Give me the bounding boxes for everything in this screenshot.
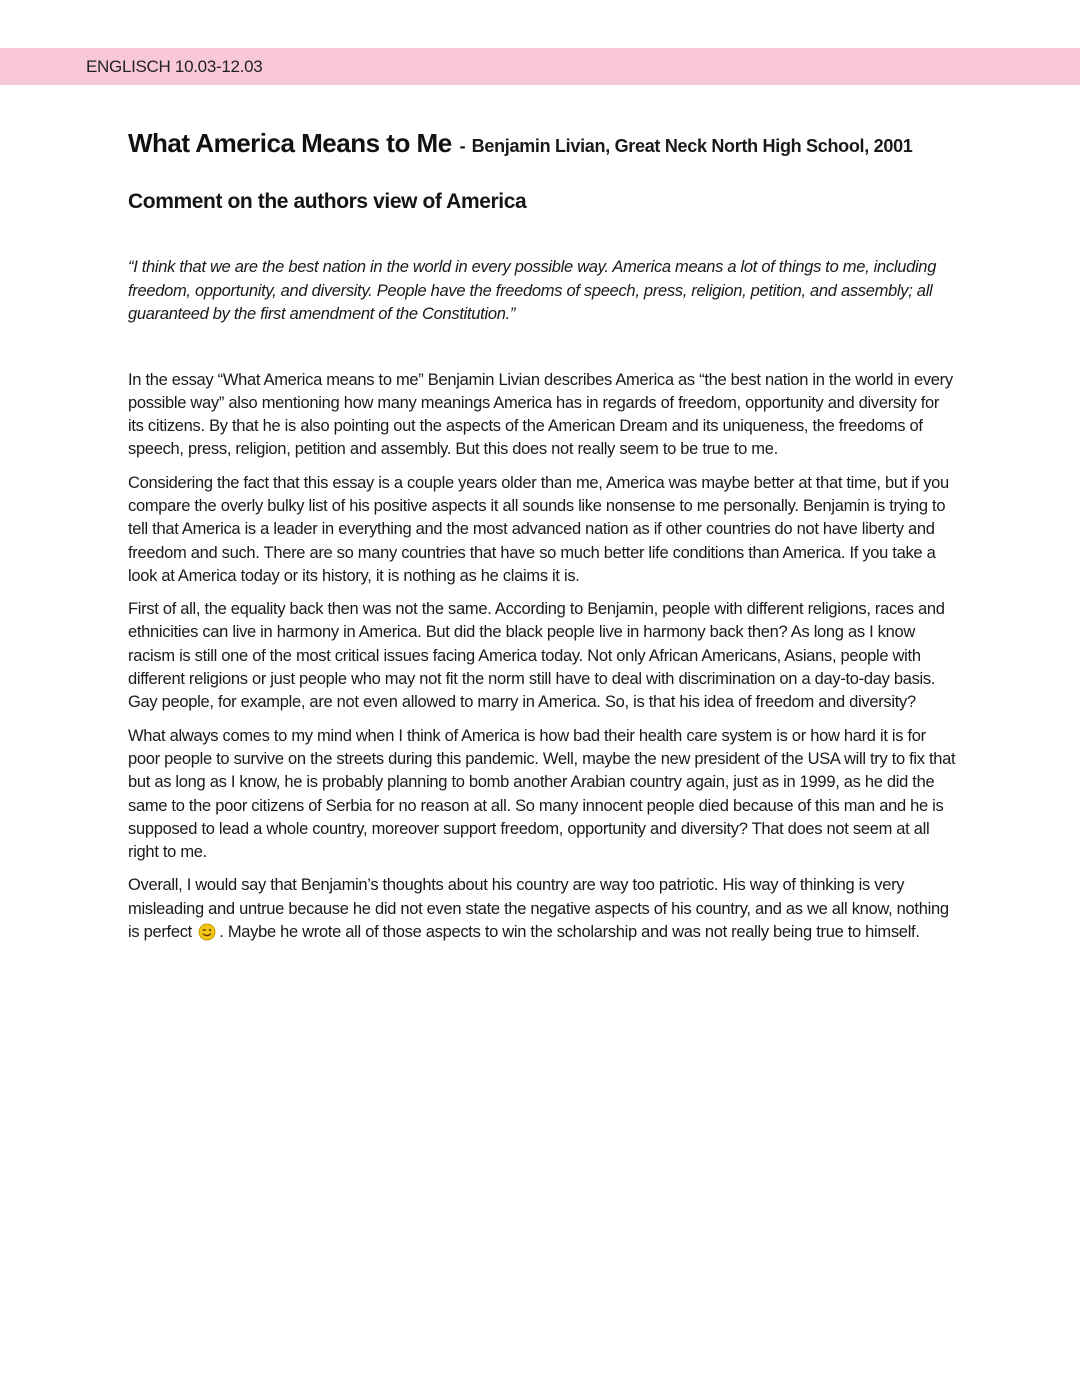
paragraph-5 [128,874,958,948]
title-separator: - [459,136,466,156]
header-band [0,48,1080,85]
assignment-question: Comment on the authors view of America [128,190,527,213]
essay-title: What America Means to Me [128,128,452,158]
paragraph-5-text-end: . Maybe he wrote all of those aspects to win the scholarship and was not really being true to himself. [219,923,920,942]
paragraph-2: Considering the fact that this essay is a couple years older than me, America was maybe better at that time, but if you compare the overly bulky list of his positive aspects it all sounds like nonsense to me personally. Benjamin is trying to tell that America is a leader in everything and the most advanced nation as if other countries do not have liberty and freedom and such. There are so many countries that have so much better life conditions than America. If you take a look at America today or its history, it is nothing as he claims it is. [128,473,949,585]
response-paragraphs [128,369,958,949]
paragraph-3: First of all, the equality back then was not the same. According to Benjamin, people with different religions, races and ethnicities can live in harmony in America. But did the black people live in harmony back then? As long as I know racism is still one of the most critical issues facing America today. Not only African Americans, Asians, people with different religions or just people who may not fit the norm still have to deal with discrimination on a day-to-day basis. Gay people, for example, are not even allowed to marry in America. So, is that his idea of freedom and diversity? [128,600,945,712]
essay-quote: “I think that we are the best nation in the world in every possible way. America means a lot of things to me, including freedom, opportunity, and diversity. People have the freedoms of speech, press, religion, petition, and assembly; all guaranteed by the first amendment of the Constitution.” [128,258,937,323]
paragraph-1: In the essay “What America means to me” Benjamin Livian describes America as “the best nation in the world in every possible way” also mentioning how many meanings America has in regards of freedom, opportunity and diversity for its citizens. By that he is also pointing out the aspects of the American Dream and its uniqueness, the freedoms of speech, press, religion, petition and assembly. But this does not really seem to be true to me. [128,370,953,459]
paragraph-5-text-start: Overall, I would say that Benjamin’s thoughts about his country are way too patriotic. His way of thinking is very misleading and untrue because he did not even state the negative aspects of his country, and as we all know, nothing is perfect [128,876,949,942]
essay-source: Benjamin Livian, Great Neck North High School, 2001 [471,136,913,156]
header-label: ENGLISCH 10.03-12.03 [86,57,263,76]
winking-smiley-icon [198,923,216,948]
document-title [128,128,958,168]
paragraph-4: What always comes to my mind when I think of America is how bad their health care system is or how hard it is for poor people to survive on the streets during this pandemic. Well, maybe the new president of the USA will try to fix that but as long as I know, he is probably planning to bomb another Arabian country again, just as in 1999, as he did the same to the poor citizens of Serbia for no reason at all. So many innocent people died because of this man and he is supposed to lead a whole country, moreover support freedom, opportunity and diversity? That does not seem at all right to me. [128,726,956,862]
document-body [128,128,958,958]
